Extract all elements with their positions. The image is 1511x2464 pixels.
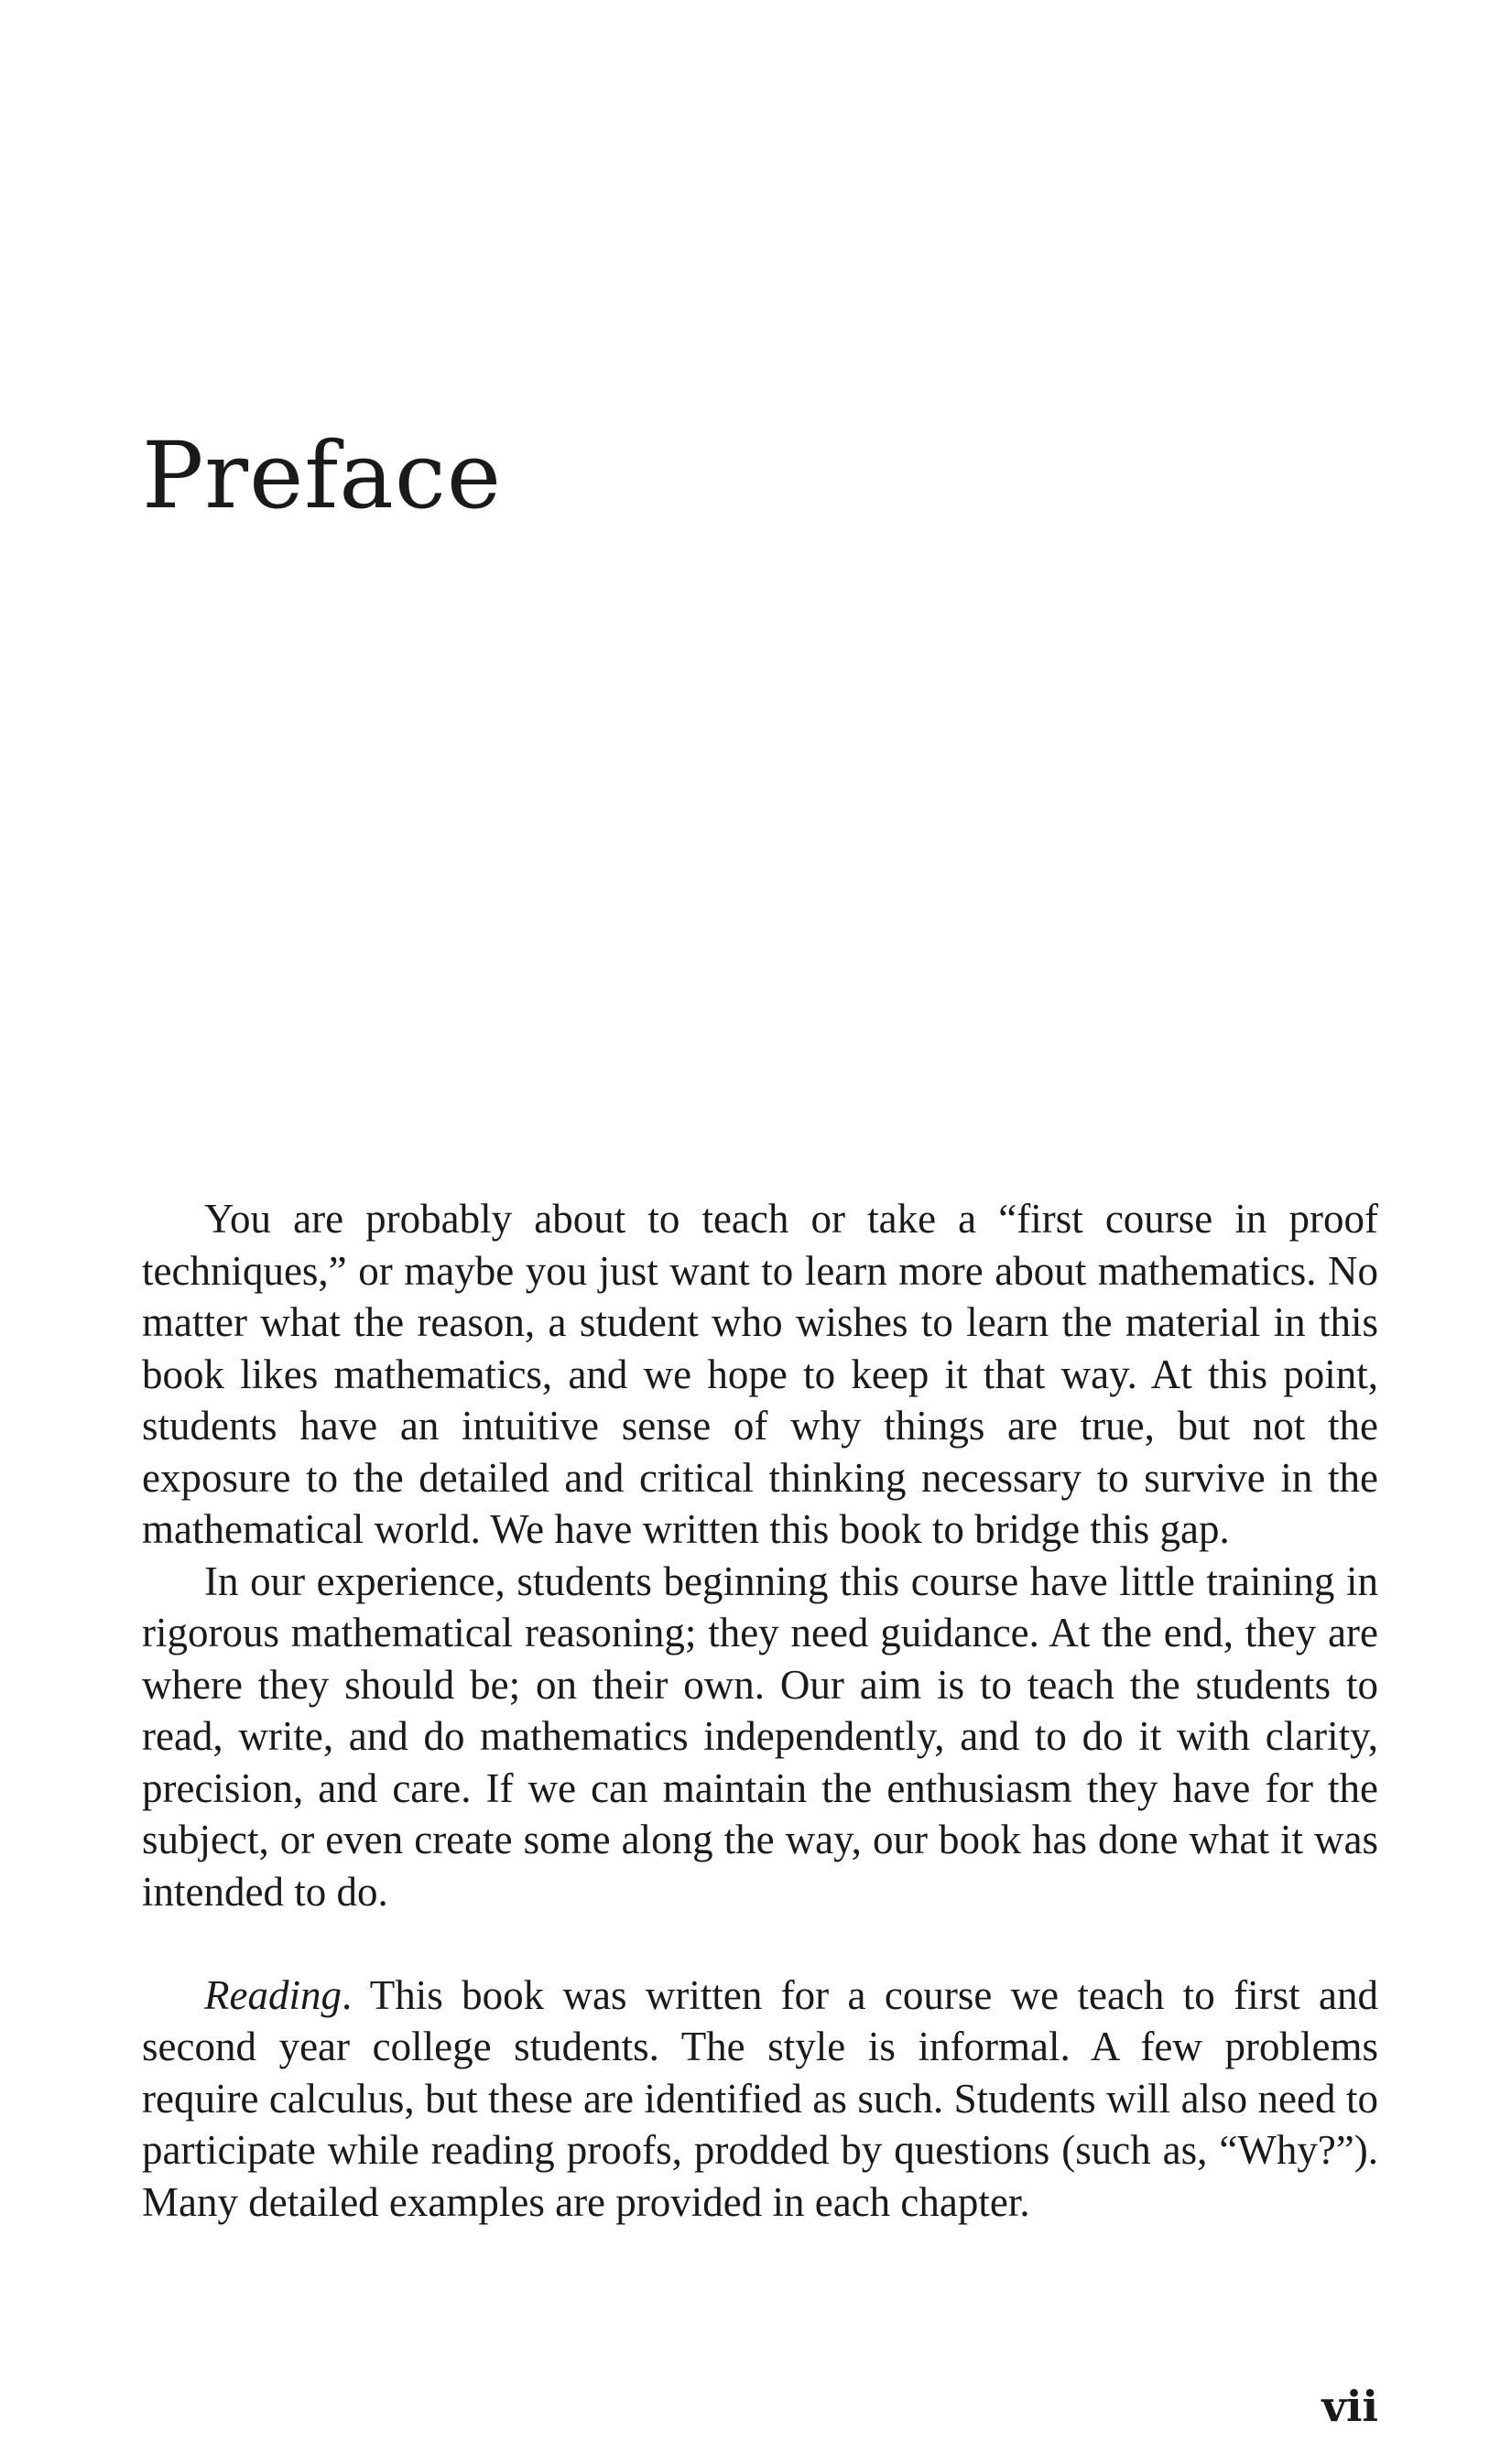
paragraph-intro-text: You are probably about to teach or take a “first course in proof techniques,” or maybe you just want to learn more about mathematics. No matter what the reason, a student who wishes to learn the material in this book likes mathematics, and we hope to keep it that way. At this point, students have an intuitive sense of why things are true, but not the exposure to the detailed and critical thinking necessary to survive in the mathematical world. We have written this book to bridge this gap.: [142, 1196, 1378, 1552]
page-title: Preface: [142, 422, 503, 529]
paragraph-intro: [142, 1193, 1378, 1556]
preface-body: [142, 1193, 1378, 2228]
paragraph-reading-text: . This book was written for a course we teach to first and second year college students. The style is informal. A few problems require calculus, but these are identified as such. Students will also need to participate while reading proofs, prodded by questions (such as, “Why?”). Many detailed examples are provided in each chapter.: [142, 1971, 1378, 2225]
page-number: vii: [1321, 2382, 1378, 2431]
paragraph-reading-lead: Reading: [204, 1971, 342, 2018]
paragraph-experience-text: In our experience, students beginning this course have little training in rigorous mathematical reasoning; they need guidance. At the end, they are where they should be; on their own. Our aim is to teach the students to read, write, and do mathematics independently, and to do it with clarity, precision, and care. If we can maintain the enthusiasm they have for the subject, or even create some along the way, our book has done what it was intended to do.: [142, 1558, 1378, 1915]
paragraph-experience: [142, 1556, 1378, 1918]
paragraph-reading: [142, 1970, 1378, 2229]
